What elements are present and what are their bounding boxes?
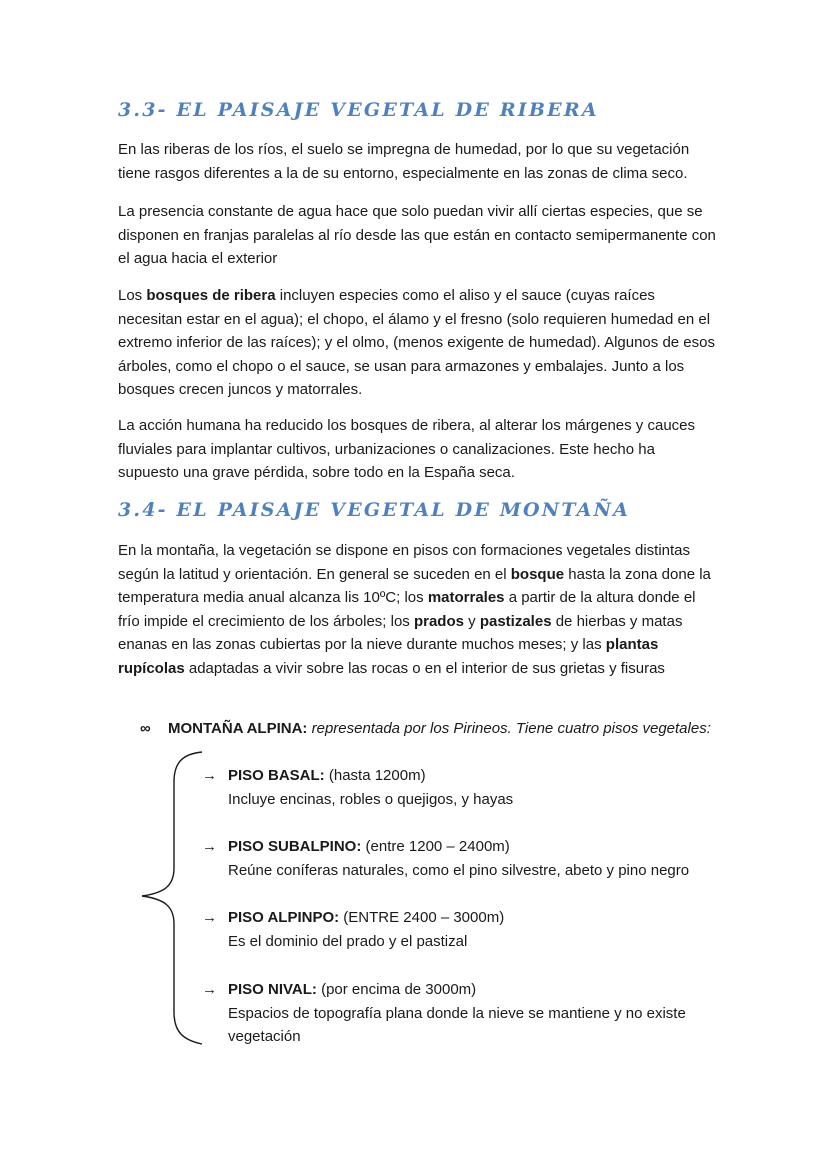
piso-description: Es el dominio del prado y el pastizal xyxy=(228,932,468,950)
infinity-bullet-icon: ∞ xyxy=(140,720,151,737)
arrow-right-icon: → xyxy=(202,838,217,855)
bold-term: prados xyxy=(413,612,464,630)
arrow-right-icon: → xyxy=(202,767,217,784)
piso-item xyxy=(202,764,722,811)
bold-term: bosque xyxy=(510,565,565,583)
piso-range: (entre 1200 – 2400m) xyxy=(361,838,510,855)
piso-name: PISO BASAL: xyxy=(228,767,325,784)
piso-item xyxy=(202,978,722,1049)
paragraph-ribera-especies: La presencia constante de agua hace que solo puedan vivir allí ciertas especies, que se disponen en franjas paralelas al río desde las que están en contacto semipermanente con el agua hacia el exterior xyxy=(118,203,716,267)
piso-name: PISO SUBALPINO: xyxy=(228,838,362,855)
curly-brace-icon xyxy=(138,748,208,1048)
piso-name: PISO NIVAL: xyxy=(228,981,317,998)
bullet-montana-alpina xyxy=(140,717,711,740)
piso-range: (ENTRE 2400 – 3000m) xyxy=(339,909,505,926)
paragraph-montana-pisos: En la montaña, la vegetación se dispone en pisos con formaciones vegetales distintas según la latitud y orientación. En general se suceden en el bosque hasta la zona done la temperatura media anual alcanza lis 10ºC; los matorrales a partir de la altura donde el frío impide el crecimiento de los árboles; los prados y pastizales de hierbas y matas enanas en las zonas cubiertas por la nieve durante muchos meses; y las plantas rupícolas adaptadas a vivir sobre las rocas o en el interior de sus grietas y fisuras xyxy=(118,542,711,677)
bold-term: matorrales xyxy=(427,589,505,606)
piso-range: (hasta 1200m) xyxy=(324,767,426,784)
bullet-subtitle: representada por los Pirineos. Tiene cuatro pisos vegetales: xyxy=(311,720,711,737)
arrow-right-icon: → xyxy=(202,981,217,998)
piso-description: Incluye encinas, robles o quejigos, y hayas xyxy=(228,790,514,808)
bullet-title: MONTAÑA ALPINA: xyxy=(168,720,308,737)
piso-name: PISO ALPINPO: xyxy=(228,909,340,926)
piso-item xyxy=(202,906,722,953)
section-heading-montana: 3.4- EL PAISAJE VEGETAL DE MONTAÑA xyxy=(118,499,631,521)
bold-term: plantas rupícolas xyxy=(118,636,659,677)
arrow-right-icon: → xyxy=(202,909,217,926)
piso-description: Espacios de topografía plana donde la nieve se mantiene y no existe vegetación xyxy=(228,1004,686,1045)
piso-description: Reúne coníferas naturales, como el pino silvestre, abeto y pino negro xyxy=(228,861,690,879)
paragraph-accion-humana: La acción humana ha reducido los bosques de ribera, al alterar los márgenes y cauces fluviales para implantar cultivos, urbanizaciones o canalizaciones. Este hecho ha supuesto una grave pérdida, sobre todo en la España seca. xyxy=(118,417,696,481)
piso-item xyxy=(202,835,722,882)
paragraph-ribera-intro: En las riberas de los ríos, el suelo se impregna de humedad, por lo que su vegetación tiene rasgos diferentes a la de su entorno, especialmente en las zonas de clima seco. xyxy=(118,141,690,182)
piso-range: (por encima de 3000m) xyxy=(316,981,477,998)
bold-term: bosques de ribera xyxy=(146,287,276,304)
paragraph-bosques-ribera: Los bosques de ribera incluyen especies como el aliso y el sauce (cuyas raíces necesitan estar en el agua); el chopo, el álamo y el fresno (solo requieren humedad en el extremo inferior de las raíces); y el olmo, (menos exigente de humedad). Algunos de esos árboles, como el chopo o el sauce, se usan para armazones y embalajes. Junto a los bosques crecen juncos y matorrales. xyxy=(118,287,715,398)
section-heading-ribera: 3.3- EL PAISAJE VEGETAL DE RIBERA xyxy=(118,99,599,121)
bold-term: pastizales xyxy=(479,612,552,630)
